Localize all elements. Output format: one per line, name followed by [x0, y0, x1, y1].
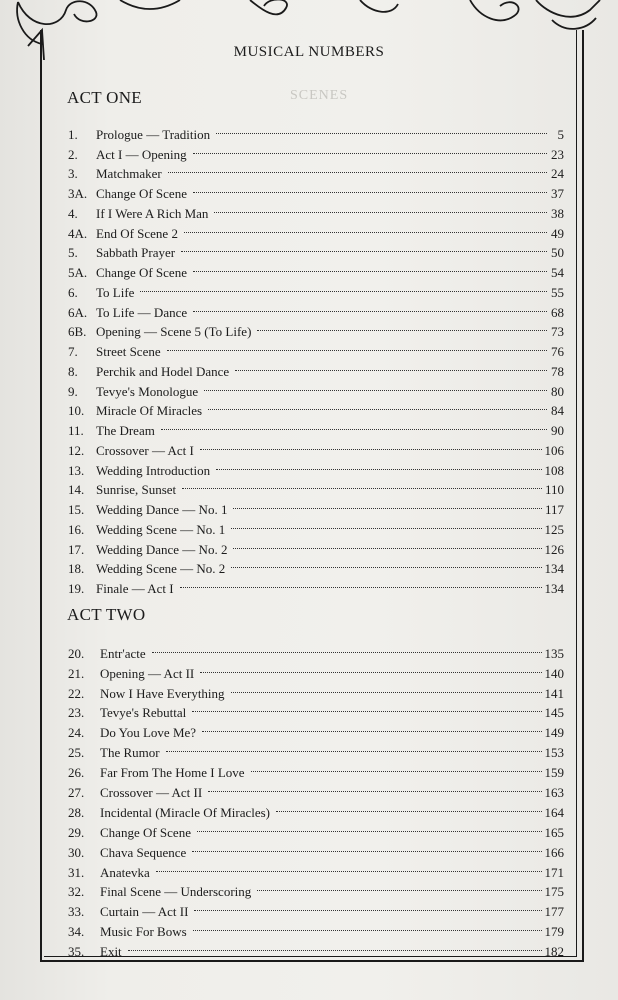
- entry-page-number: 149: [544, 725, 564, 741]
- entry-title: Opening — Scene 5 (To Life): [96, 324, 252, 340]
- entry-title: Street Scene: [96, 344, 161, 359]
- dot-leader: [184, 212, 547, 233]
- entry-number: 3.: [68, 166, 78, 182]
- entry-number: 35.: [68, 944, 85, 960]
- bleed-through-text: SCENES: [290, 88, 349, 103]
- entry-title: Change Of Scene: [96, 186, 187, 201]
- entry-page-number: 54: [551, 265, 564, 280]
- entry-title: Finale — Act I: [96, 581, 174, 596]
- entry-page-number: 177: [544, 904, 564, 920]
- entry-title: Prologue — Tradition: [96, 126, 211, 142]
- entry-number: 1.: [68, 126, 78, 142]
- entry-page-number: 134: [544, 561, 564, 577]
- entry-title: Perchik and Hodel Dance: [96, 363, 230, 379]
- entry-page-number: 90: [551, 423, 564, 438]
- entry-number: 12.: [68, 442, 85, 458]
- dot-leader: [193, 910, 542, 931]
- entry-page-number: 175: [544, 884, 564, 900]
- entry-page-number: 134: [544, 581, 564, 596]
- entry-page-number: 73: [551, 324, 564, 340]
- entry-number: 13.: [68, 462, 85, 478]
- entry-page-number: 110: [544, 482, 564, 498]
- dot-leader: [156, 851, 542, 872]
- dot-leader: [257, 871, 541, 892]
- act-one-heading: ACT ONE: [67, 88, 142, 107]
- entry-title: To Life: [96, 284, 135, 300]
- dot-leader: [200, 429, 542, 450]
- act-two-heading: ACT TWO: [67, 605, 146, 624]
- entry-title: End Of Scene 2: [96, 225, 178, 241]
- entry-number: 8.: [68, 363, 78, 379]
- entry-page-number: 171: [544, 864, 564, 880]
- entry-title: Music For Bows: [100, 924, 187, 940]
- entry-number: 17.: [68, 541, 85, 557]
- entry-number: 34.: [68, 924, 85, 940]
- entry-title: If I Were A Rich Man: [96, 205, 209, 221]
- entry-title: Incidental (Miracle Of Miracles): [100, 804, 271, 820]
- dot-leader: [193, 172, 547, 193]
- entry-page-number: 141: [544, 685, 564, 701]
- entry-page-number: 5: [557, 126, 564, 142]
- musical-number-entry: [68, 572, 564, 596]
- entry-number: 5A.: [68, 265, 88, 280]
- entry-page-number: 55: [551, 284, 564, 300]
- dot-leader: [128, 930, 542, 951]
- dot-leader: [231, 508, 541, 529]
- dot-leader: [204, 370, 547, 391]
- dot-leader: [192, 831, 541, 852]
- dot-leader: [193, 291, 547, 312]
- dot-leader: [251, 751, 542, 772]
- entry-number: 16.: [68, 521, 85, 537]
- dot-leader: [193, 133, 547, 154]
- entry-title: Anatevka: [100, 864, 150, 880]
- entry-page-number: 159: [544, 765, 564, 781]
- dot-leader: [208, 390, 547, 411]
- entry-page-number: 37: [551, 186, 564, 201]
- dot-leader: [208, 771, 541, 792]
- entry-number: 19.: [68, 581, 85, 596]
- entry-number: 31.: [68, 864, 85, 880]
- entry-title: Wedding Introduction: [96, 462, 211, 478]
- entry-title: Wedding Scene — No. 1: [96, 521, 226, 537]
- entry-title: Chava Sequence: [100, 844, 187, 860]
- entry-page-number: 165: [544, 824, 564, 840]
- entry-title: Wedding Scene — No. 2: [96, 561, 226, 577]
- entry-page-number: 125: [544, 521, 564, 537]
- entry-number: 22.: [68, 685, 85, 701]
- entry-title: Matchmaker: [96, 166, 162, 182]
- entry-page-number: 166: [544, 844, 564, 860]
- entry-page-number: 108: [544, 462, 564, 478]
- dot-leader: [200, 652, 541, 673]
- dot-leader: [181, 232, 547, 253]
- entry-number: 27.: [68, 784, 85, 800]
- entry-number: 11.: [68, 423, 84, 438]
- entry-page-number: 182: [544, 944, 564, 960]
- dot-leader: [276, 791, 541, 812]
- act-two-list: [68, 637, 564, 960]
- entry-title: Do You Love Me?: [100, 725, 197, 741]
- entry-number: 14.: [68, 482, 85, 498]
- dot-leader: [192, 692, 541, 713]
- entry-title: Final Scene — Underscoring: [100, 884, 252, 900]
- entry-title: Wedding Dance — No. 2: [96, 541, 228, 557]
- entry-page-number: 135: [544, 645, 564, 661]
- entry-number: 18.: [68, 561, 85, 577]
- entry-title: Change Of Scene: [96, 265, 187, 280]
- entry-title: Act I — Opening: [96, 146, 187, 162]
- entry-title: Entr'acte: [100, 645, 146, 661]
- entry-title: Exit: [100, 944, 122, 960]
- dot-leader: [193, 251, 547, 272]
- entry-number: 10.: [68, 403, 85, 419]
- dot-leader: [197, 811, 542, 832]
- entry-number: 32.: [68, 884, 85, 900]
- dot-leader: [194, 891, 541, 912]
- entry-page-number: 80: [551, 383, 564, 399]
- entry-page-number: 78: [551, 363, 564, 379]
- entry-number: 15.: [68, 502, 85, 517]
- page-title: MUSICAL NUMBERS: [233, 44, 385, 60]
- entry-page-number: 106: [544, 442, 564, 458]
- entry-page-number: 140: [544, 665, 564, 681]
- entry-page-number: 179: [544, 924, 564, 940]
- entry-number: 4.: [68, 205, 78, 221]
- entry-page-number: 84: [551, 403, 564, 419]
- entry-page-number: 23: [551, 146, 564, 162]
- entry-title: Curtain — Act II: [100, 904, 189, 920]
- entry-number: 24.: [68, 725, 85, 741]
- entry-page-number: 117: [544, 502, 564, 517]
- entry-title: Opening — Act II: [100, 665, 195, 681]
- dot-leader: [168, 153, 547, 174]
- entry-page-number: 68: [551, 304, 564, 320]
- dot-leader: [152, 632, 542, 653]
- entry-number: 21.: [68, 665, 85, 681]
- entry-number: 20.: [68, 645, 85, 661]
- entry-title: Crossover — Act I: [96, 442, 194, 458]
- entry-page-number: 49: [551, 225, 564, 241]
- entry-page-number: 24: [551, 166, 564, 182]
- entry-number: 9.: [68, 383, 78, 399]
- entry-title: Miracle Of Miracles: [96, 403, 203, 419]
- entry-number: 33.: [68, 904, 85, 920]
- entry-number: 6B.: [68, 324, 87, 340]
- entry-number: 2.: [68, 146, 78, 162]
- act-one-list: [68, 118, 564, 596]
- dot-leader: [161, 409, 547, 430]
- dot-leader: [180, 567, 542, 588]
- musical-number-entry: [68, 935, 564, 960]
- entry-page-number: 50: [551, 245, 564, 261]
- entry-number: 6.: [68, 284, 78, 300]
- entry-number: 29.: [68, 824, 85, 840]
- entry-page-number: 153: [544, 745, 564, 761]
- entry-number: 25.: [68, 745, 85, 761]
- dot-leader: [216, 449, 541, 470]
- entry-page-number: 76: [551, 344, 564, 359]
- dot-leader: [235, 350, 547, 371]
- entry-number: 23.: [68, 705, 85, 721]
- entry-number: 26.: [68, 765, 85, 781]
- dot-leader: [231, 548, 541, 569]
- entry-page-number: 163: [544, 784, 564, 800]
- entry-title: Wedding Dance — No. 1: [96, 502, 228, 517]
- entry-number: 6A.: [68, 304, 88, 320]
- entry-number: 7.: [68, 344, 78, 359]
- entry-page-number: 126: [544, 541, 564, 557]
- dot-leader: [202, 712, 541, 733]
- entry-number: 3A.: [68, 186, 88, 201]
- entry-title: Sabbath Prayer: [96, 245, 176, 261]
- dot-leader: [231, 672, 542, 693]
- entry-title: The Dream: [96, 423, 155, 438]
- entry-title: Far From The Home I Love: [100, 765, 245, 781]
- entry-title: The Rumor: [100, 745, 160, 761]
- dot-leader: [140, 271, 547, 292]
- entry-title: Now I Have Everything: [100, 685, 225, 701]
- entry-title: To Life — Dance: [96, 304, 188, 320]
- entry-title: Change Of Scene: [100, 824, 191, 840]
- dot-leader: [257, 311, 547, 332]
- entry-title: Crossover — Act II: [100, 784, 203, 800]
- dot-leader: [214, 192, 547, 213]
- entry-title: Tevye's Monologue: [96, 383, 199, 399]
- dot-leader: [233, 528, 541, 549]
- entry-page-number: 145: [544, 705, 564, 721]
- entry-page-number: 38: [551, 205, 564, 221]
- dot-leader: [233, 488, 542, 509]
- dot-leader: [167, 330, 547, 351]
- dot-leader: [182, 469, 542, 490]
- dot-leader: [166, 731, 542, 752]
- entry-page-number: 164: [544, 804, 564, 820]
- entry-number: 4A.: [68, 225, 88, 241]
- entry-title: Tevye's Rebuttal: [100, 705, 187, 721]
- entry-number: 28.: [68, 804, 85, 820]
- entry-number: 5.: [68, 245, 78, 261]
- entry-title: Sunrise, Sunset: [96, 482, 177, 498]
- entry-number: 30.: [68, 844, 85, 860]
- dot-leader: [216, 113, 547, 134]
